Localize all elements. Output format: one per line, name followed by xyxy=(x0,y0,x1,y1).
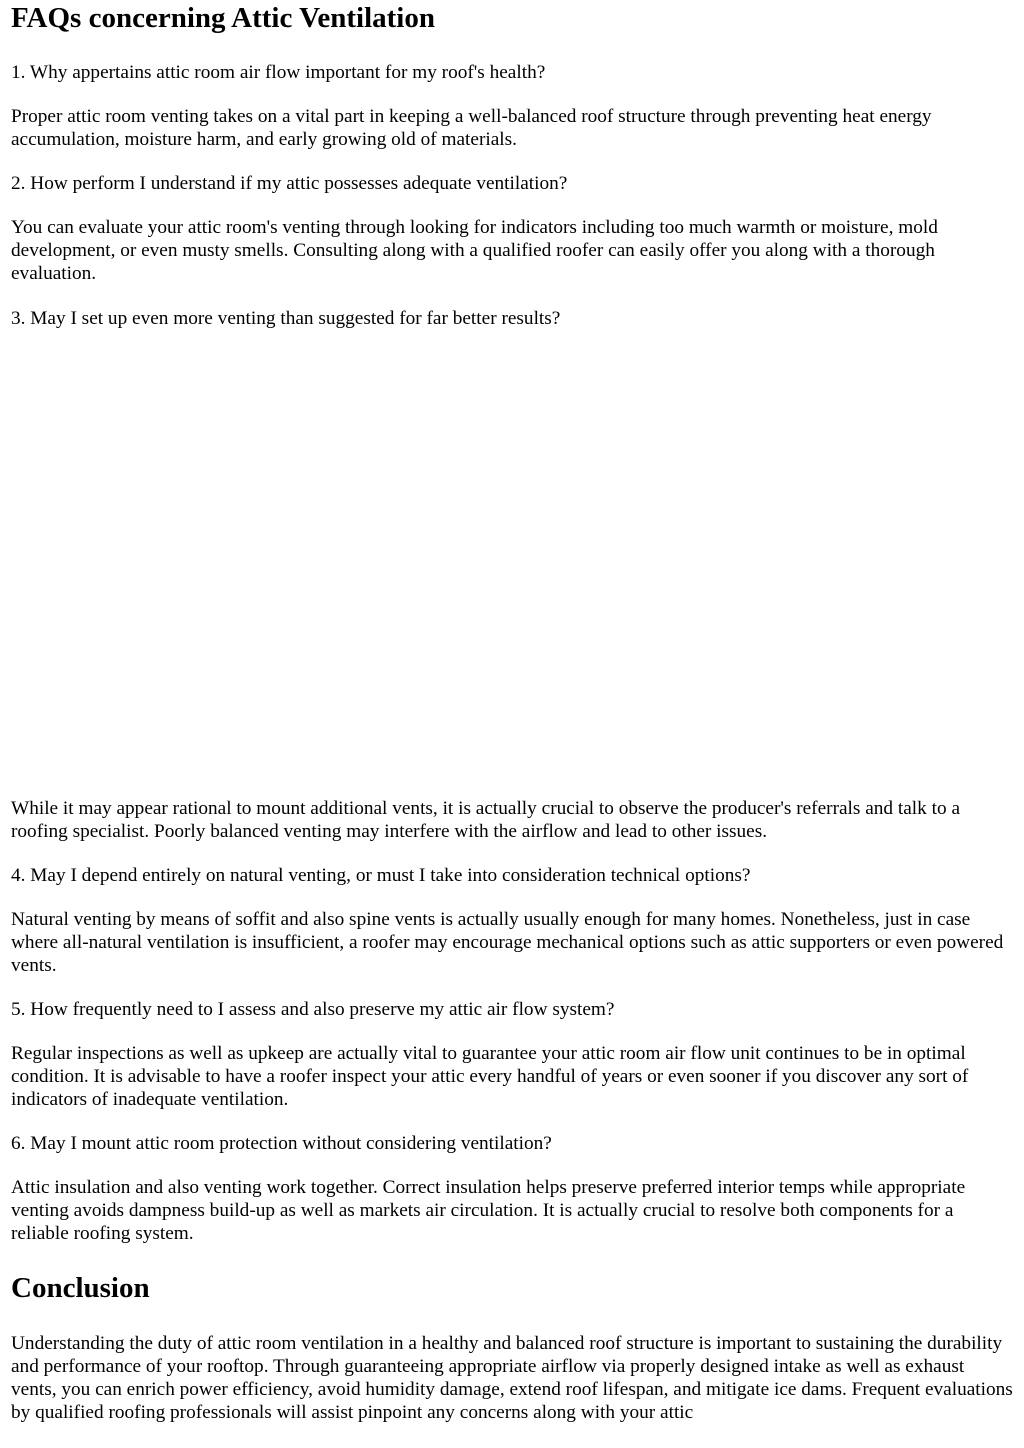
conclusion-heading: Conclusion xyxy=(11,1272,150,1304)
conclusion-text: Understanding the duty of attic room ventilation in a healthy and balanced roof structure is important to sustaining the durability and performance of your rooftop. Through guaranteeing appropriate airflow via properly designed intake as well as exhaust vents, you can enrich power efficiency, avoid humidity damage, extend roof lifespan, and mitigate ice dams. Frequent evaluations by qualified roofing professionals will assist pinpoint any concerns along with your attic xyxy=(11,1333,1013,1423)
page-title: FAQs concerning Attic Ventilation xyxy=(11,2,435,34)
faq-question-1: 1. Why appertains attic room air flow important for my roof's health? xyxy=(11,62,546,83)
faq-question-6: 6. May I mount attic room protection without considering ventilation? xyxy=(11,1133,552,1154)
faq-answer-5: Regular inspections as well as upkeep are actually vital to guarantee your attic room air flow unit continues to be in optimal condition. It is advisable to have a roofer inspect your attic every handful of years or even sooner if you discover any sort of indicators of inadequate ventilation. xyxy=(11,1043,969,1110)
faq-question-4: 4. May I depend entirely on natural venting, or must I take into consideration technical options? xyxy=(11,865,751,886)
faq-answer-1: Proper attic room venting takes on a vital part in keeping a well-balanced roof structure through preventing heat energy accumulation, moisture harm, and early growing old of materials. xyxy=(11,106,932,150)
faq-question-5: 5. How frequently need to I assess and also preserve my attic air flow system? xyxy=(11,999,615,1020)
faq-question-3: 3. May I set up even more venting than suggested for far better results? xyxy=(11,308,561,329)
faq-answer-6: Attic insulation and also venting work together. Correct insulation helps preserve preferred interior temps while appropriate venting avoids dampness build-up as well as markets air circulation. It is actually crucial to resolve both components for a reliable roofing system. xyxy=(11,1177,966,1244)
embedded-media-blank xyxy=(11,345,1013,793)
faq-answer-3: While it may appear rational to mount additional vents, it is actually crucial to observe the producer's referrals and talk to a roofing specialist. Poorly balanced venting may interfere with the airflow and lead to other issues. xyxy=(11,798,960,842)
faq-question-2: 2. How perform I understand if my attic possesses adequate ventilation? xyxy=(11,173,568,194)
faq-answer-4: Natural venting by means of soffit and also spine vents is actually usually enough for many homes. Nonetheless, just in case where all-natural ventilation is insufficient, a roofer may encourage mechanical options such as attic supporters or even powered vents. xyxy=(11,909,1004,976)
faq-answer-2: You can evaluate your attic room's venting through looking for indicators including too much warmth or moisture, mold development, or even musty smells. Consulting along with a qualified roofer can easily offer you along with a thorough evaluation. xyxy=(11,217,938,284)
